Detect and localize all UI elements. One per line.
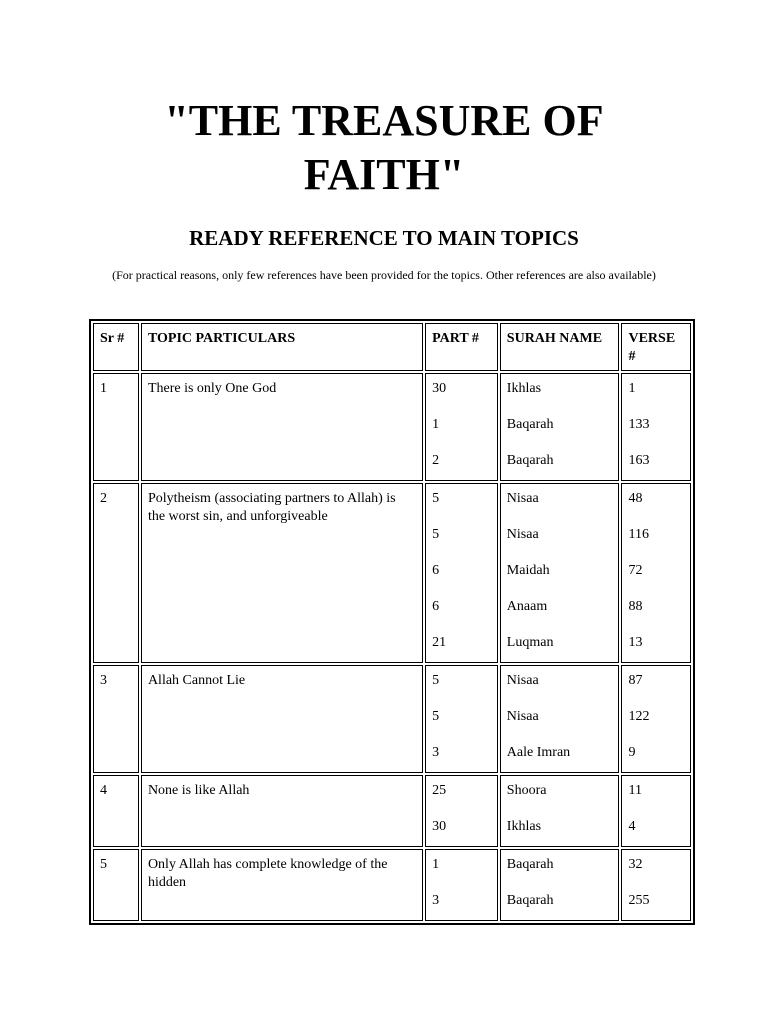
- cell-part-list: [425, 373, 498, 481]
- cell-part: 3: [432, 893, 440, 908]
- cell-part: 2: [432, 453, 440, 468]
- header-topic: TOPIC PARTICULARS: [141, 323, 423, 371]
- cell-part-list: [425, 849, 498, 921]
- cell-part: 1: [432, 857, 440, 872]
- cell-verse-list: [621, 849, 691, 921]
- cell-verse: 72: [628, 563, 643, 578]
- cell-surah-list: [500, 849, 620, 921]
- cell-verse-list: [621, 483, 691, 663]
- cell-part: 5: [432, 673, 440, 688]
- cell-surah-list: [500, 775, 620, 847]
- cell-part: 3: [432, 745, 440, 760]
- cell-part-list: [425, 665, 498, 773]
- cell-verse: 87: [628, 673, 643, 688]
- title-line-2: FAITH": [303, 150, 465, 199]
- cell-surah: Aale Imran: [506, 745, 571, 760]
- cell-verse: 48: [628, 491, 643, 506]
- cell-surah: Nisaa: [506, 709, 539, 724]
- cell-surah-list: [500, 373, 620, 481]
- cell-surah-list: [500, 665, 620, 773]
- cell-part: 21: [432, 635, 447, 650]
- cell-surah: Baqarah: [506, 857, 554, 872]
- cell-verse: 116: [628, 527, 649, 542]
- cell-verse: 255: [628, 893, 650, 908]
- cell-part: 6: [432, 599, 440, 614]
- title-line-1: "THE TREASURE OF: [164, 96, 604, 145]
- document-note: (For practical reasons, only few references have been provided for the topics. Other references are also available): [112, 268, 656, 282]
- cell-verse-list: [621, 775, 691, 847]
- table-body: [93, 373, 691, 921]
- cell-verse: 9: [628, 745, 636, 760]
- cell-topic: There is only One God: [141, 373, 423, 481]
- cell-verse: 133: [628, 417, 650, 432]
- cell-surah: Baqarah: [506, 417, 554, 432]
- table-row: [93, 775, 691, 847]
- cell-verse: 1: [628, 381, 636, 396]
- cell-surah-list: [500, 483, 620, 663]
- reference-table: [89, 319, 695, 925]
- table-row: [93, 483, 691, 663]
- cell-surah: Nisaa: [506, 673, 539, 688]
- cell-sr: 3: [93, 665, 139, 773]
- cell-surah: Luqman: [506, 635, 554, 650]
- table-row: [93, 373, 691, 481]
- cell-verse: 122: [628, 709, 650, 724]
- document-title: [0, 94, 768, 202]
- cell-verse-list: [621, 373, 691, 481]
- cell-surah: Maidah: [506, 563, 550, 578]
- cell-surah: Ikhlas: [506, 381, 542, 396]
- cell-part: 30: [432, 381, 447, 396]
- header-verse: [621, 323, 691, 371]
- cell-surah: Baqarah: [506, 893, 554, 908]
- table-row: [93, 665, 691, 773]
- cell-verse: 11: [628, 783, 642, 798]
- cell-part: 30: [432, 819, 447, 834]
- header-verse-line-1: VERSE: [628, 331, 676, 346]
- cell-part-list: [425, 775, 498, 847]
- cell-topic: Only Allah has complete knowledge of the hidden: [141, 849, 423, 921]
- cell-topic: Allah Cannot Lie: [141, 665, 423, 773]
- table-header-row: [93, 323, 691, 371]
- cell-sr: 1: [93, 373, 139, 481]
- cell-sr: 4: [93, 775, 139, 847]
- cell-part: 25: [432, 783, 447, 798]
- cell-part-list: [425, 483, 498, 663]
- cell-part: 5: [432, 709, 440, 724]
- cell-verse: 32: [628, 857, 643, 872]
- cell-verse: 163: [628, 453, 650, 468]
- cell-surah: Anaam: [506, 599, 548, 614]
- cell-surah: Nisaa: [506, 491, 539, 506]
- header-surah: SURAH NAME: [500, 323, 620, 371]
- cell-part: 5: [432, 491, 440, 506]
- cell-part: 1: [432, 417, 440, 432]
- cell-part: 6: [432, 563, 440, 578]
- header-part: PART #: [425, 323, 498, 371]
- cell-surah: Shoora: [506, 783, 547, 798]
- cell-part: 5: [432, 527, 440, 542]
- cell-surah: Baqarah: [506, 453, 554, 468]
- cell-topic: None is like Allah: [141, 775, 423, 847]
- document-subtitle: READY REFERENCE TO MAIN TOPICS: [189, 226, 579, 250]
- header-sr: Sr #: [93, 323, 139, 371]
- cell-surah: Nisaa: [506, 527, 539, 542]
- cell-topic: Polytheism (associating partners to Allah) is the worst sin, and unforgiveable: [141, 483, 423, 663]
- cell-sr: 5: [93, 849, 139, 921]
- cell-surah: Ikhlas: [506, 819, 542, 834]
- header-verse-line-2: #: [628, 349, 636, 364]
- cell-sr: 2: [93, 483, 139, 663]
- cell-verse: 13: [628, 635, 643, 650]
- cell-verse: 4: [628, 819, 636, 834]
- table-row: [93, 849, 691, 921]
- cell-verse: 88: [628, 599, 643, 614]
- cell-verse-list: [621, 665, 691, 773]
